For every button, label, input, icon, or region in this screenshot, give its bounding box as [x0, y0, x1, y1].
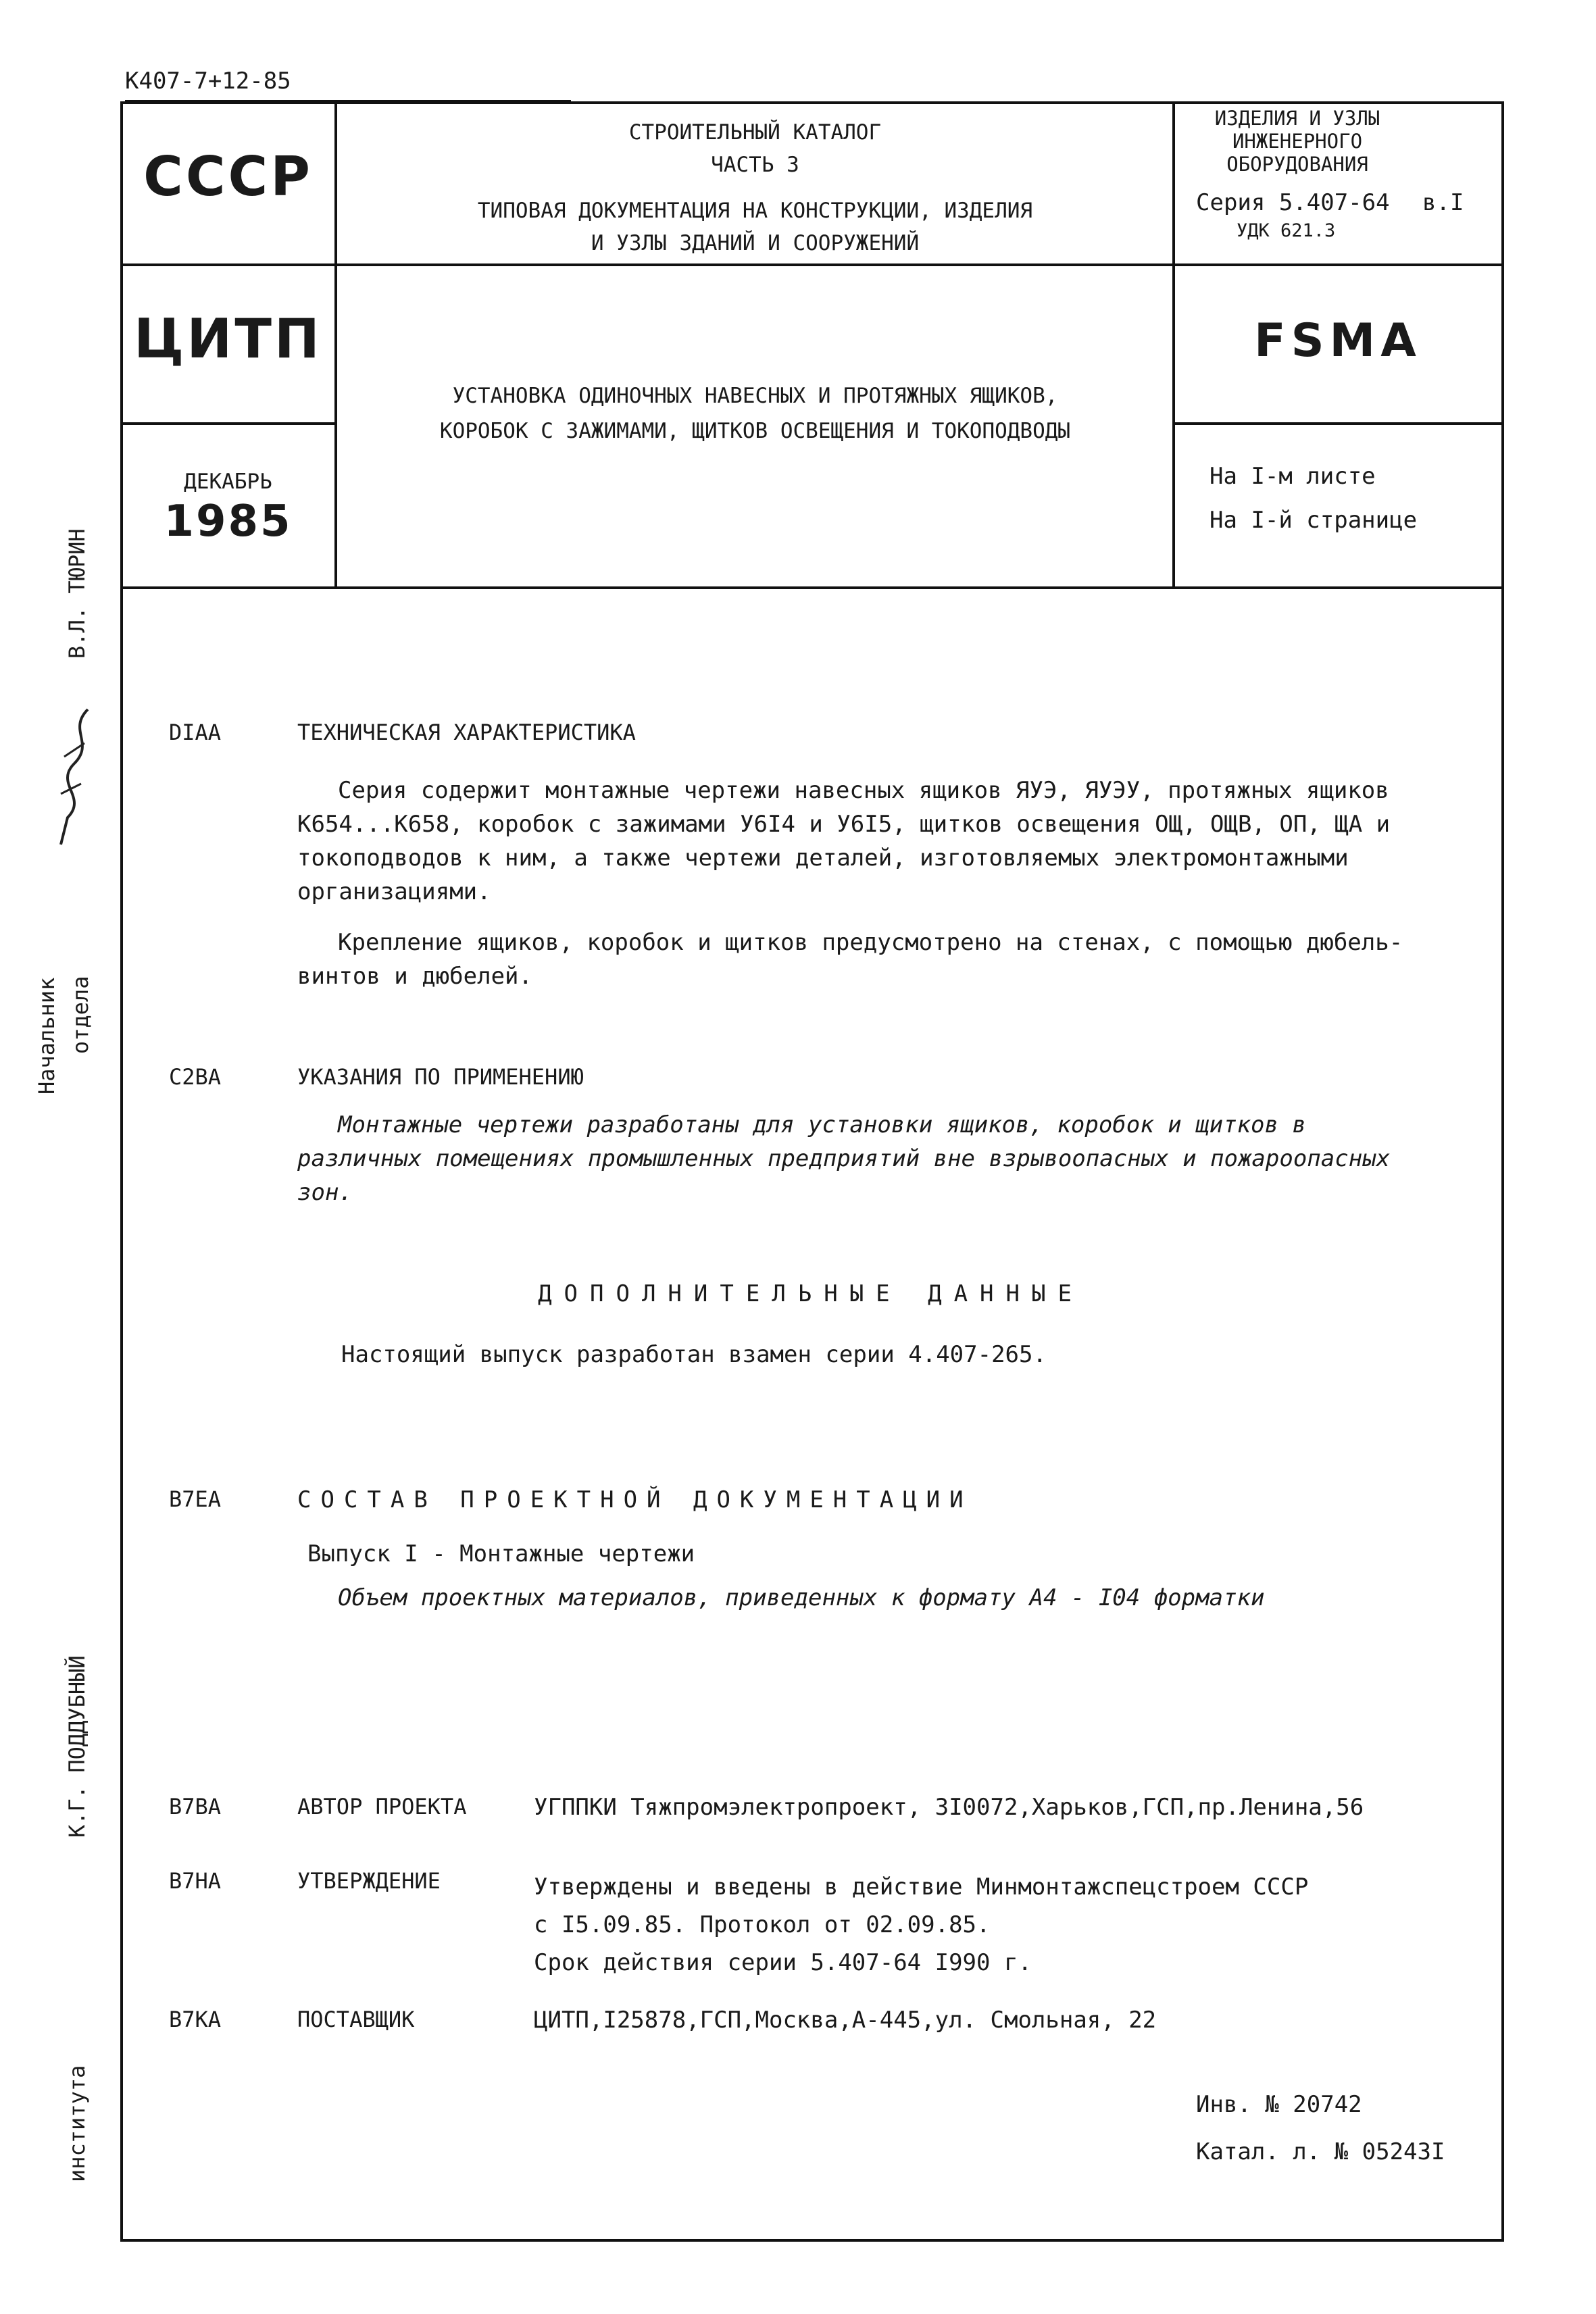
- section-code: DIAA: [169, 720, 222, 745]
- section-line: ОБОРУДОВАНИЯ: [1226, 153, 1368, 176]
- section-line: ИНЖЕНЕРНОГО: [1232, 130, 1363, 153]
- approval-line: с I5.09.85. Протокол от 02.09.85.: [534, 1911, 991, 1938]
- section-block: [1176, 107, 1419, 176]
- organization-label: ЦИТП: [134, 307, 322, 370]
- section-line: ИЗДЕЛИЯ И УЗЛЫ: [1214, 107, 1380, 130]
- document-title: [338, 378, 1172, 449]
- margin-role-1b: отдела: [68, 976, 93, 1054]
- title-line: УСТАНОВКА ОДИНОЧНЫХ НАВЕСНЫХ И ПРОТЯЖНЫХ ЯЩИКОВ,: [452, 384, 1058, 408]
- catalog-line: ЧАСТЬ 3: [711, 153, 799, 177]
- extra-data-title: ДОПОЛНИТЕЛЬНЫЕ ДАННЫЕ: [538, 1280, 1084, 1307]
- catalog-line: И УЗЛЫ ЗДАНИЙ И СООРУЖЕНИЙ: [591, 231, 920, 255]
- approval-label: УТВЕРЖДЕНИЕ: [297, 1868, 441, 1894]
- issue-month: ДЕКАБРЬ: [184, 470, 272, 494]
- sheet-count: На I-м листе: [1210, 463, 1376, 490]
- inventory-number: Инв. № 20742: [1196, 2091, 1362, 2118]
- header-bottom-rule: [120, 586, 1501, 589]
- approval-line: Срок действия серии 5.407-64 I990 г.: [534, 1949, 1032, 1976]
- header-row-rule-2b: [1172, 422, 1501, 425]
- issue-line: Выпуск I - Монтажные чертежи: [307, 1540, 695, 1567]
- section-code: C2BA: [169, 1064, 222, 1090]
- supplier-value: ЦИТП,I25878,ГСП,Москва,А-445,ул. Смольная, 22: [534, 2007, 1157, 2034]
- header-col-rule-2: [1172, 101, 1175, 588]
- section-code: B7BA: [169, 1794, 222, 1819]
- page-count: На I-й странице: [1210, 507, 1418, 534]
- section-code: B7KA: [169, 2007, 222, 2032]
- section-code: B7HA: [169, 1868, 222, 1894]
- section-paragraph: Серия содержит монтажные чертежи навесных ящиков ЯУЭ, ЯУЭУ, протяжных ящиков К654...К658, коробок с зажимами У6I4 и У6I5, щитков освещения ОЩ, ОЩВ, ОП, ЩА и токоподводов к ним, а также чертежи деталей, изготовляемых электромонтажными организациями.: [297, 777, 1391, 905]
- volume-line: Объем проектных материалов, приведенных к формату А4 - I04 форматки: [338, 1584, 1265, 1611]
- title-line: КОРОБОК С ЗАЖИМАМИ, ЩИТКОВ ОСВЕЩЕНИЯ И ТОКОПОДВОДЫ: [439, 419, 1071, 443]
- supplier-label: ПОСТАВЩИК: [297, 2007, 415, 2032]
- margin-name-2: К.Г. ПОДДУБНЫЙ: [64, 1655, 90, 1838]
- header-col-rule-1: [334, 101, 337, 588]
- catalog-sheet-number: Катал. л. № 05243I: [1196, 2138, 1445, 2165]
- document-code: К407-7+12-85: [125, 68, 291, 95]
- header-row-rule-1: [120, 263, 1501, 266]
- series-number: Серия 5.407-64: [1196, 189, 1390, 216]
- margin-role-2: института: [64, 2065, 90, 2182]
- catalog-line: ТИПОВАЯ ДОКУМЕНТАЦИЯ НА КОНСТРУКЦИИ, ИЗДЕЛИЯ: [477, 199, 1033, 223]
- udk-code: УДК 621.3: [1237, 220, 1336, 241]
- issue-year: 1985: [164, 497, 293, 547]
- author-label: АВТОР ПРОЕКТА: [297, 1794, 467, 1819]
- margin-name-1: В.Л. ТЮРИН: [64, 528, 90, 659]
- section-paragraph: Монтажные чертежи разработаны для установки ящиков, коробок и щитков в различных помещениях промышленных предприятий вне взрывоопасных и пожароопасных зон.: [297, 1111, 1391, 1206]
- classification-code: FSMA: [1254, 314, 1422, 368]
- section-paragraph: Крепление ящиков, коробок и щитков предусмотрено на стенах, с помощью дюбель-винтов и дюбелей.: [297, 929, 1403, 990]
- catalog-line: СТРОИТЕЛЬНЫЙ КАТАЛОГ: [628, 120, 882, 145]
- section-title: СОСТАВ ПРОЕКТНОЙ ДОКУМЕНТАЦИИ: [297, 1486, 973, 1513]
- approval-line: Утверждены и введены в действие Минмонтажспецстроем СССР: [534, 1873, 1309, 1901]
- header-row-rule-2a: [120, 422, 336, 425]
- volume-number: в.I: [1422, 189, 1464, 216]
- signature-1: [47, 703, 108, 851]
- extra-data-paragraph: Настоящий выпуск разработан взамен серии 4.407-265.: [341, 1341, 1047, 1368]
- margin-role-1: Начальник: [34, 977, 59, 1095]
- section-code: B7EA: [169, 1486, 222, 1512]
- author-value: УГППКИ Тяжпромэлектропроект, 3I0072,Харьков,ГСП,пр.Ленина,56: [534, 1794, 1364, 1821]
- country-label: СССР: [143, 145, 313, 208]
- approval-value: [534, 1868, 1308, 1982]
- catalog-block: [338, 116, 1172, 259]
- section-title: ТЕХНИЧЕСКАЯ ХАРАКТЕРИСТИКА: [297, 720, 636, 745]
- section-title: УКАЗАНИЯ ПО ПРИМЕНЕНИЮ: [297, 1064, 584, 1090]
